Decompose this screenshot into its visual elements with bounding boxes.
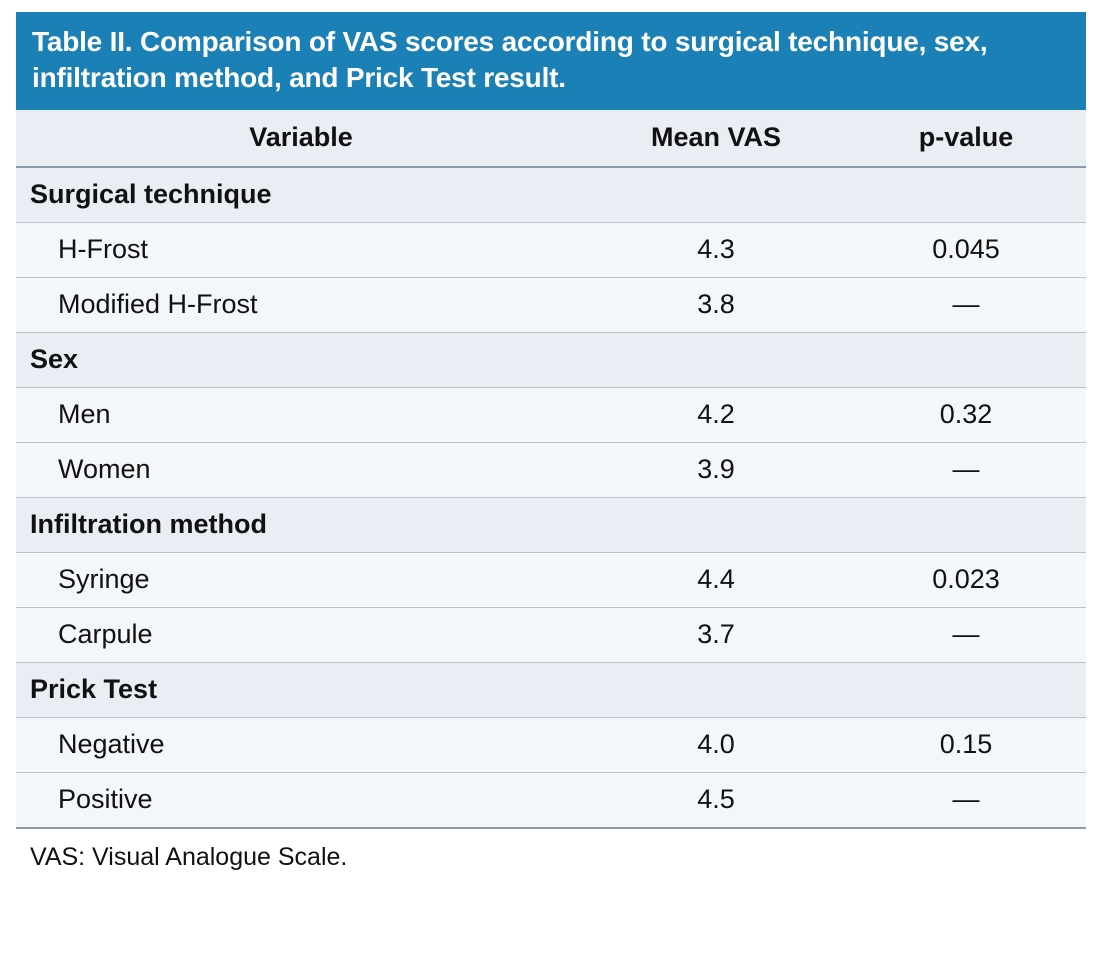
row-p-value: 0.32 xyxy=(846,387,1086,442)
group-blank-cell xyxy=(846,167,1086,223)
column-header-mean-vas: Mean VAS xyxy=(586,110,846,167)
row-mean-vas: 3.9 xyxy=(586,442,846,497)
table-row xyxy=(16,387,1086,442)
row-p-value: 0.15 xyxy=(846,717,1086,772)
row-mean-vas: 4.2 xyxy=(586,387,846,442)
row-mean-vas: 3.8 xyxy=(586,277,846,332)
row-p-value: — xyxy=(846,607,1086,662)
group-blank-cell xyxy=(586,497,846,552)
table-row xyxy=(16,277,1086,332)
group-row xyxy=(16,497,1086,552)
column-header-p-value: p-value xyxy=(846,110,1086,167)
group-label: Prick Test xyxy=(16,662,586,717)
group-label: Surgical technique xyxy=(16,167,586,223)
vas-comparison-table xyxy=(16,12,1086,829)
table-row xyxy=(16,442,1086,497)
row-mean-vas: 3.7 xyxy=(586,607,846,662)
group-blank-cell xyxy=(846,332,1086,387)
row-mean-vas: 4.5 xyxy=(586,772,846,828)
group-blank-cell xyxy=(586,332,846,387)
group-blank-cell xyxy=(586,662,846,717)
table-title: Table II. Comparison of VAS scores according to surgical technique, sex, infiltration method, and Prick Test result. xyxy=(16,12,1086,110)
table-row xyxy=(16,717,1086,772)
row-mean-vas: 4.4 xyxy=(586,552,846,607)
table-row xyxy=(16,552,1086,607)
column-header-row xyxy=(16,110,1086,167)
row-label: Men xyxy=(16,387,586,442)
row-p-value: 0.023 xyxy=(846,552,1086,607)
group-label: Sex xyxy=(16,332,586,387)
group-row xyxy=(16,167,1086,223)
group-blank-cell xyxy=(586,167,846,223)
group-row xyxy=(16,662,1086,717)
group-row xyxy=(16,332,1086,387)
row-label: H-Frost xyxy=(16,222,586,277)
table-row xyxy=(16,772,1086,828)
row-p-value: — xyxy=(846,277,1086,332)
table-row xyxy=(16,607,1086,662)
group-label: Infiltration method xyxy=(16,497,586,552)
table-footnote: VAS: Visual Analogue Scale. xyxy=(16,829,1086,872)
row-label: Carpule xyxy=(16,607,586,662)
row-p-value: — xyxy=(846,772,1086,828)
row-label: Women xyxy=(16,442,586,497)
row-label: Positive xyxy=(16,772,586,828)
row-p-value: 0.045 xyxy=(846,222,1086,277)
row-p-value: — xyxy=(846,442,1086,497)
column-header-variable: Variable xyxy=(16,110,586,167)
group-blank-cell xyxy=(846,662,1086,717)
row-mean-vas: 4.0 xyxy=(586,717,846,772)
table-row xyxy=(16,222,1086,277)
row-label: Negative xyxy=(16,717,586,772)
row-label: Syringe xyxy=(16,552,586,607)
table-title-row xyxy=(16,12,1086,110)
row-mean-vas: 4.3 xyxy=(586,222,846,277)
group-blank-cell xyxy=(846,497,1086,552)
row-label: Modified H-Frost xyxy=(16,277,586,332)
